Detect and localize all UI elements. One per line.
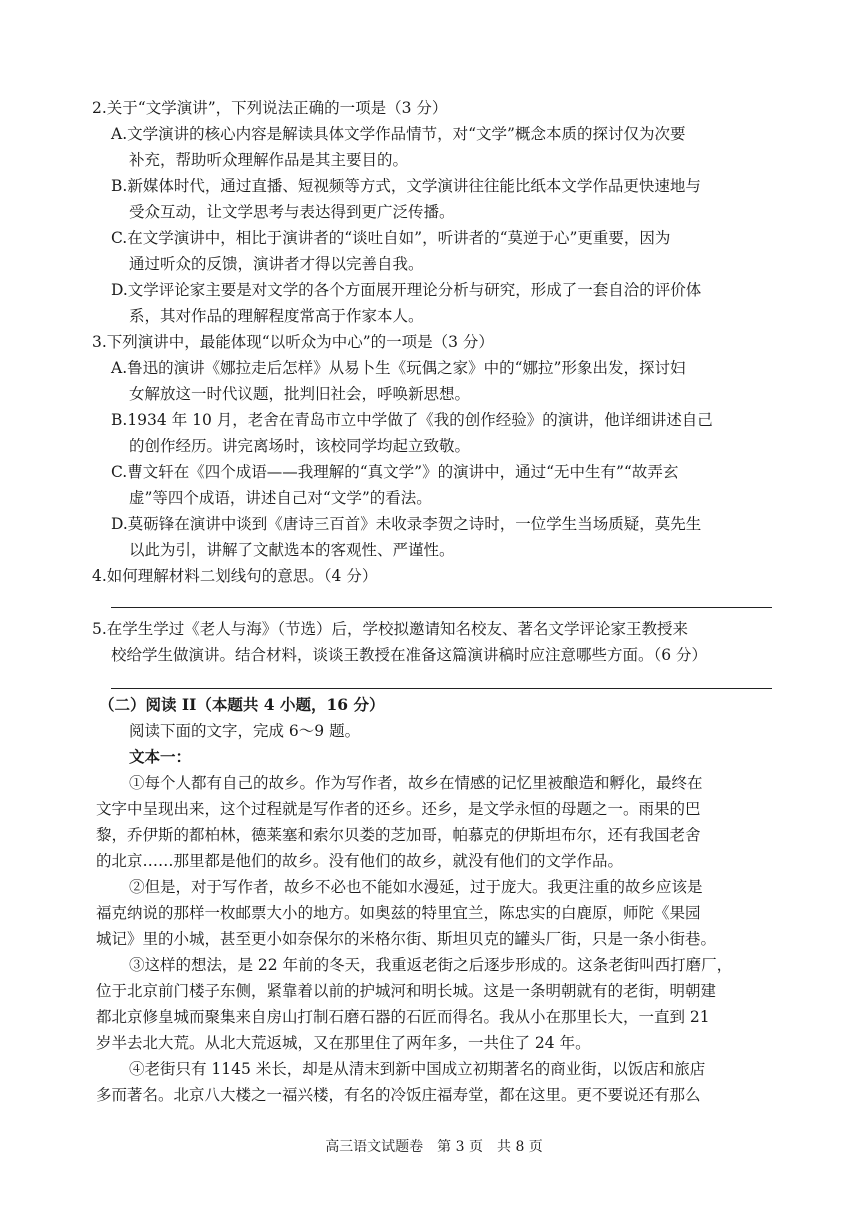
- text-one-label: 文本一：: [129, 747, 192, 766]
- passage-p1-line-2: 文字中呈现出来，这个过程就是写作者的还乡。还乡，是文学永恒的母题之一。雨果的巴: [96, 800, 701, 818]
- passage-p1-line-3: 黎，乔伊斯的都柏林，德莱塞和索尔贝娄的芝加哥，帕慕克的伊斯坦布尔，还有我国老舍: [96, 826, 701, 844]
- question-2-option-d-line-2: 系，其对作品的理解程度常高于作家本人。: [129, 307, 424, 325]
- question-5-stem-line-2: 校给学生做演讲。结合材料，谈谈王教授在准备这篇演讲稿时应注意哪些方面。（6 分）: [111, 646, 708, 664]
- answer-line-q4: [111, 607, 772, 608]
- answer-line-q5: [111, 688, 772, 689]
- passage-p2-line-1: ②但是，对于写作者，故乡不必也不能如水漫延，过于庞大。我更注重的故乡应该是: [129, 878, 703, 896]
- passage-p3-line-4: 岁半去北大荒。从北大荒返城，又在那里住了两年多，一共住了 24 年。: [96, 1034, 591, 1052]
- passage-p2-line-3: 城记》里的小城，甚至更小如奈保尔的米格尔街、斯坦贝克的罐头厂街，只是一条小街巷。: [96, 930, 717, 948]
- question-5-stem-line-1: 5.在学生学过《老人与海》（节选）后，学校拟邀请知名校友、著名文学评论家王教授来: [92, 620, 689, 638]
- question-3-option-d-line-2: 以此为引，讲解了文献选本的客观性、严谨性。: [129, 541, 455, 559]
- question-3-option-a-line-2: 女解放这一时代议题，批判旧社会，呼唤新思想。: [129, 385, 471, 403]
- section-heading: （二）阅读 II（本题共 4 小题，16 分）: [99, 695, 385, 714]
- question-3-option-c-line-1: C.曹文轩在《四个成语——我理解的“真文学”》的演讲中，通过“无中生有”“故弄玄: [111, 463, 679, 481]
- question-2-option-d-line-1: D.文学评论家主要是对文学的各个方面展开理论分析与研究，形成了一套自洽的评价体: [111, 281, 702, 299]
- question-3-option-c-line-2: 虚”等四个成语，讲述自己对“文学”的看法。: [129, 489, 432, 507]
- page-footer: 高三语文试题卷 第 3 页 共 8 页: [325, 1139, 543, 1155]
- question-2-option-c-line-1: C.在文学演讲中，相比于演讲者的“谈吐自如”，听讲者的“莫逆于心”更重要，因为: [111, 229, 671, 247]
- passage-p3-line-1: ③这样的想法，是 22 年前的冬天，我重返老街之后逐步形成的。这条老街叫西打磨厂，: [129, 956, 733, 974]
- question-2-option-b-line-2: 受众互动，让文学思考与表达得到更广泛传播。: [129, 203, 455, 221]
- question-4-stem: 4.如何理解材料二划线句的意思。（4 分）: [92, 567, 378, 585]
- question-2-option-b-line-1: B.新媒体时代，通过直播、短视频等方式，文学演讲往往能比纸本文学作品更快速地与: [111, 177, 701, 195]
- passage-p2-line-2: 福克纳说的那样一枚邮票大小的地方。如奥兹的特里宜兰，陈忠实的白鹿原，师陀《果园: [96, 904, 701, 922]
- question-2-option-c-line-2: 通过听众的反馈，演讲者才得以完善自我。: [129, 255, 424, 273]
- passage-p4-line-1: ④老街只有 1145 米长，却是从清末到新中国成立初期著名的商业街，以饭店和旅店: [129, 1060, 706, 1078]
- passage-p1-line-1: ①每个人都有自己的故乡。作为写作者，故乡在情感的记忆里被酿造和孵化，最终在: [129, 774, 703, 792]
- question-2-stem: 2.关于“文学演讲”，下列说法正确的一项是（3 分）: [92, 99, 448, 117]
- question-3-option-a-line-1: A.鲁迅的演讲《娜拉走后怎样》从易卜生《玩偶之家》中的“娜拉”形象出发，探讨妇: [111, 359, 686, 377]
- passage-p3-line-2: 位于北京前门楼子东侧，紧靠着以前的护城河和明长城。这是一条明朝就有的老街，明朝建: [96, 982, 717, 1000]
- question-3-option-b-line-1: B.1934 年 10 月，老舍在青岛市立中学做了《我的创作经验》的演讲，他详细讲述自己: [111, 411, 713, 429]
- question-2-option-a-line-1: A.文学演讲的核心内容是解读具体文学作品情节，对“文学”概念本质的探讨仅为次要: [111, 125, 686, 143]
- question-3-option-b-line-2: 的创作经历。讲完离场时，该校同学均起立致敬。: [129, 437, 471, 455]
- section-instruction: 阅读下面的文字，完成 6～9 题。: [129, 722, 361, 740]
- passage-p3-line-3: 都北京修皇城而聚集来自房山打制石磨石器的石匠而得名。我从小在那里长大，一直到 21: [96, 1008, 710, 1026]
- question-3-stem: 3.下列演讲中，最能体现“以听众为中心”的一项是（3 分）: [92, 333, 494, 351]
- question-3-option-d-line-1: D.莫砺锋在演讲中谈到《唐诗三百首》未收录李贺之诗时，一位学生当场质疑，莫先生: [111, 515, 702, 533]
- passage-p4-line-2: 多而著名。北京八大楼之一福兴楼，有名的冷饭庄福寿堂，都在这里。更不要说还有那么: [96, 1086, 701, 1104]
- passage-p1-line-4: 的北京……那里都是他们的故乡。没有他们的故乡，就没有他们的文学作品。: [96, 852, 624, 870]
- question-2-option-a-line-2: 补充，帮助听众理解作品是其主要目的。: [129, 151, 409, 169]
